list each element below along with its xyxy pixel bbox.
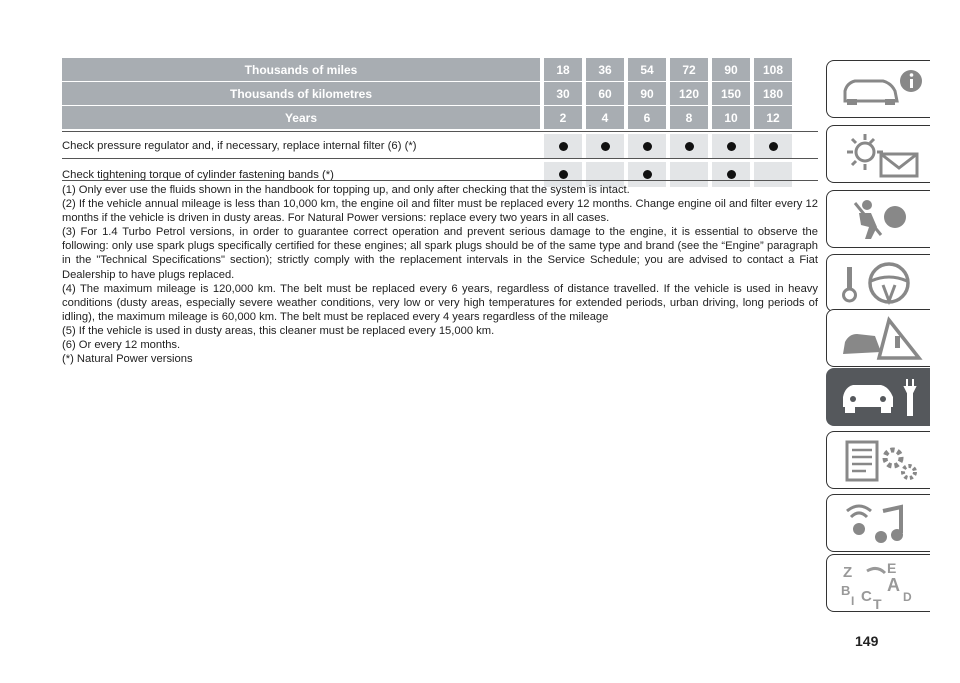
header-cell: 150 — [712, 82, 750, 105]
index-letter: A — [887, 575, 900, 595]
safety-airbag-icon — [837, 195, 927, 245]
index-letter: E — [887, 560, 897, 576]
mark-cell — [712, 134, 750, 158]
service-mark-dot — [727, 142, 736, 151]
footnotes — [62, 183, 818, 366]
header-label: Thousands of miles — [62, 58, 540, 81]
table-bottom-rule — [62, 180, 818, 181]
service-mark-dot — [685, 142, 694, 151]
mark-cell — [670, 134, 708, 158]
header-cell: 180 — [754, 82, 792, 105]
tab-technical-data[interactable] — [826, 431, 930, 489]
tab-car-info[interactable] — [826, 60, 930, 118]
footnote: (2) If the vehicle annual mileage is less than 10,000 km, the engine oil and filter must be replaced every 12 months. Change engine oil and filter every 12 months if the vehicle is driven in dusty areas. For Natural Power versions: replace every two years in all cases. — [62, 198, 818, 225]
header-row-kilometres — [62, 82, 818, 105]
header-label: Thousands of kilometres — [62, 82, 540, 105]
footnote: (3) For 1.4 Turbo Petrol versions, in order to guarantee correct operation and prevent serious damage to the engine, it is essential to observe the following: only use spark plugs specifically certified for these engines; all spark plugs should be of the same type and brand (see the “Engine” paragraph in the "Technical Specifications" section); strictly comply with the replacement intervals in the Service Schedule; you are advised to contact a Fiat Dealership to have plugs replaced. — [62, 226, 818, 281]
footnote: (1) Only ever use the fluids shown in the handbook for topping up, and only after checking that the system is intact. — [62, 184, 630, 196]
tab-multimedia[interactable] — [826, 494, 930, 552]
index-letter: D — [903, 590, 912, 604]
tab-index[interactable] — [826, 554, 930, 612]
footnote: (6) Or every 12 months. — [62, 339, 181, 352]
header-cell: 30 — [544, 82, 582, 105]
table-row — [62, 131, 818, 159]
car-info-icon — [837, 65, 927, 115]
header-cell: 10 — [712, 106, 750, 129]
index-icon — [837, 559, 927, 609]
header-cell: 18 — [544, 58, 582, 81]
mark-cell — [544, 134, 582, 158]
header-label: Years — [62, 106, 540, 129]
header-cell: 2 — [544, 106, 582, 129]
tab-warning-lights[interactable] — [826, 125, 930, 183]
row-label: Check tightening torque of cylinder fastening bands (*) — [62, 168, 334, 181]
maintenance-schedule-table — [62, 58, 818, 187]
header-cell: 72 — [670, 58, 708, 81]
emergency-icon — [837, 314, 927, 364]
header-cell: 36 — [586, 58, 624, 81]
header-cell: 54 — [628, 58, 666, 81]
header-row-years — [62, 106, 818, 129]
header-cell: 60 — [586, 82, 624, 105]
header-cell: 90 — [628, 82, 666, 105]
service-mark-dot — [727, 170, 736, 179]
tab-emergency[interactable] — [826, 309, 930, 367]
footnote: (5) If the vehicle is used in dusty areas, this cleaner must be replaced every 15,000 km. — [62, 324, 495, 337]
service-mark-dot — [643, 142, 652, 151]
car-maintenance-icon — [837, 373, 927, 423]
page-number: 149 — [855, 633, 879, 649]
index-letter: I — [851, 594, 855, 608]
tab-maintenance[interactable] — [826, 368, 930, 426]
mark-cell — [628, 134, 666, 158]
tab-safety[interactable] — [826, 190, 930, 248]
warning-lights-icon — [837, 130, 927, 180]
index-letter: Z — [843, 564, 853, 581]
footnote: (4) The maximum mileage is 120,000 km. The belt must be replaced every 6 years, regardless of distance travelled. If the vehicle is used in heavy conditions (dusty areas, especially severe weather conditions, very low or very high temperatures for extended periods, urban driving, long periods of idling), the maximum mileage is 60,000 km. The belt must be replaced every 4 years regardless of the mileage — [62, 282, 818, 323]
row-label: Check pressure regulator and, if necessary, replace internal filter (6) (*) — [62, 140, 417, 152]
header-row-miles — [62, 58, 818, 81]
service-mark-dot — [601, 142, 610, 151]
header-cell: 12 — [754, 106, 792, 129]
index-letter: B — [841, 583, 851, 598]
service-mark-dot — [559, 170, 568, 179]
technical-data-icon — [837, 436, 927, 486]
footnote: (*) Natural Power versions — [62, 353, 193, 366]
service-mark-dot — [769, 142, 778, 151]
service-mark-dot — [559, 142, 568, 151]
header-cell: 4 — [586, 106, 624, 129]
index-letter: T — [873, 596, 882, 609]
mark-cell — [754, 134, 792, 158]
multimedia-icon — [837, 499, 927, 549]
service-mark-dot — [643, 170, 652, 179]
header-cell: 6 — [628, 106, 666, 129]
header-cell: 108 — [754, 58, 792, 81]
index-letter: C — [861, 588, 872, 605]
header-cell: 120 — [670, 82, 708, 105]
steering-wheel-key-icon — [837, 259, 927, 309]
header-cell: 8 — [670, 106, 708, 129]
tab-starting-driving[interactable] — [826, 254, 930, 312]
mark-cell — [586, 134, 624, 158]
header-cell: 90 — [712, 58, 750, 81]
